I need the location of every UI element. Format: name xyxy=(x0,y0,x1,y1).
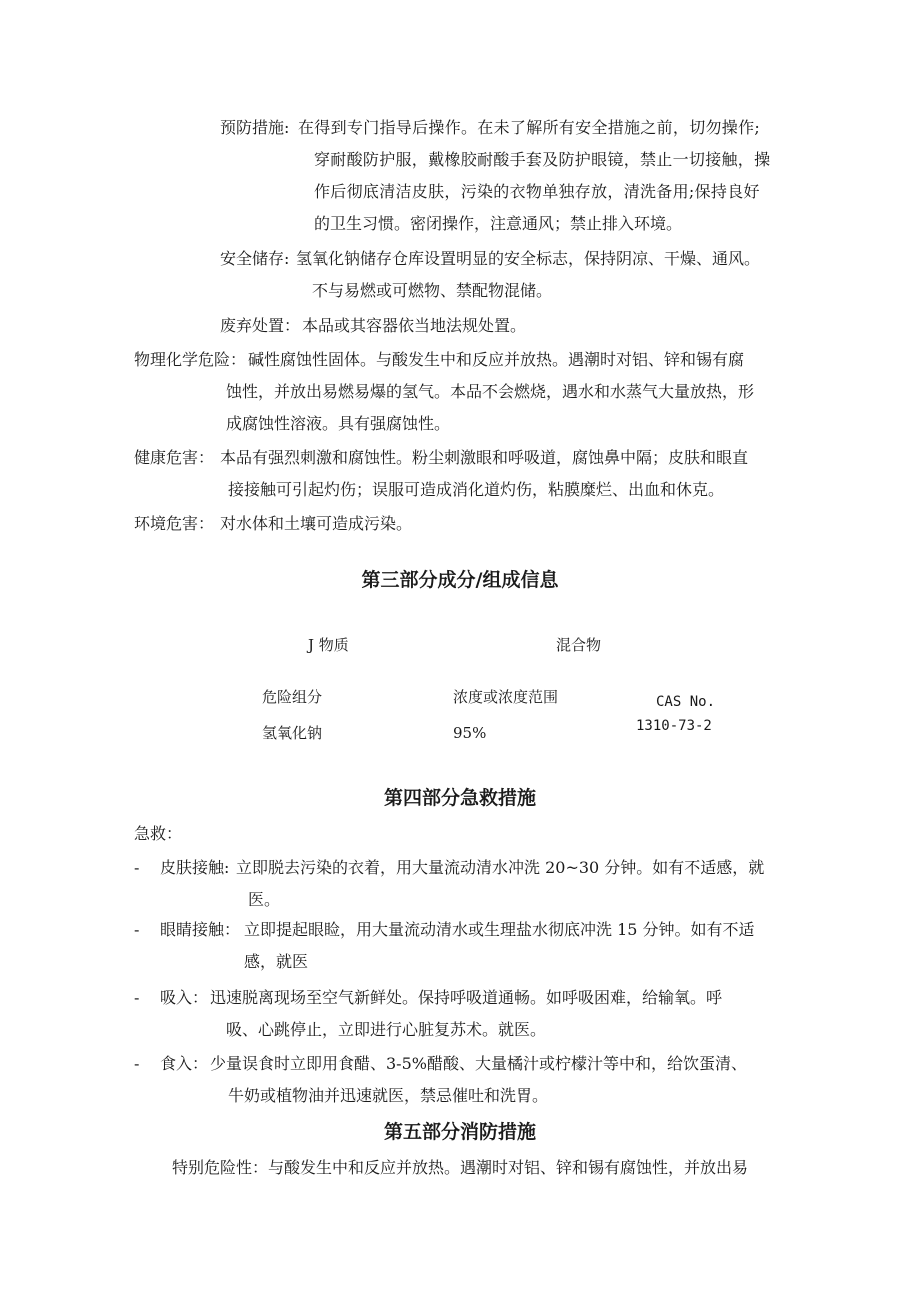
special-hazard-label: 特别危险性： xyxy=(172,1158,269,1177)
inhalation-line-2: 吸、心跳停止，立即进行心脏复苏术。就医。 xyxy=(226,1020,547,1039)
section4-title: 第四部分急救措施 xyxy=(383,787,536,809)
eye-text xyxy=(244,914,755,978)
physchem-line-1: 碱性腐蚀性固体。与酸发生中和反应并放热。遇潮时对铝、锌和锡有腐 xyxy=(248,350,745,369)
prevention-text xyxy=(298,112,783,240)
inhalation-label: 吸入： xyxy=(160,988,209,1007)
skin-label: 皮肤接触: xyxy=(160,858,230,877)
storage-line-1: 氢氧化钠储存仓库设置明显的安全标志，保持阴凉、干燥、通风。 xyxy=(296,249,761,268)
inhalation-text xyxy=(210,982,722,1046)
health-text xyxy=(220,442,748,506)
storage-text xyxy=(296,243,760,307)
prevention-label: 预防措施: xyxy=(220,118,290,137)
eye-line-2: 感，就医 xyxy=(244,952,309,971)
dash-skin: - xyxy=(134,858,140,877)
first-aid-intro: 急救： xyxy=(134,824,183,843)
physchem-text xyxy=(226,344,755,440)
ingestion-line-1: 少量误食时立即用食醋、3-5%醋酸、大量橘汁或柠檬汁等中和，给饮蛋清、 xyxy=(210,1054,747,1073)
skin-line-2: 医。 xyxy=(248,890,281,909)
eye-line-1: 立即提起眼睑，用大量流动清水或生理盐水彻底冲洗 15 分钟。如有不适 xyxy=(244,920,755,939)
environment-text: 对水体和土壤可造成污染。 xyxy=(220,514,413,533)
health-label: 健康危害： xyxy=(134,448,215,467)
health-line-1: 本品有强烈刺激和腐蚀性。粉尘刺激眼和呼吸道，腐蚀鼻中隔；皮肤和眼直 xyxy=(220,448,749,467)
ingestion-label: 食入： xyxy=(160,1054,209,1073)
header-cas: CAS No. xyxy=(656,694,716,710)
inhalation-line-1: 迅速脱离现场至空气新鲜处。保持呼吸道通畅。如呼吸困难，给输氧。呼 xyxy=(210,988,723,1007)
physchem-line-2: 蚀性，并放出易燃易爆的氢气。本品不会燃烧，遇水和水蒸气大量放热，形 xyxy=(226,382,755,401)
header-component: 危险组分 xyxy=(262,688,323,706)
health-line-2: 接接触可引起灼伤；误服可造成消化道灼伤，粘膜糜烂、出血和休克。 xyxy=(228,480,725,499)
component-cas: 1310-73-2 xyxy=(636,718,712,734)
disposal-text: 本品或其容器依当地法规处置。 xyxy=(302,316,527,335)
storage-label: 安全储存: xyxy=(220,249,290,268)
eye-label: 眼睛接触： xyxy=(160,920,241,939)
prevention-line-1: 在得到专门指导后操作。在未了解所有安全措施之前，切勿操作; xyxy=(298,118,761,137)
component-name: 氢氧化钠 xyxy=(262,724,323,742)
physchem-line-3: 成腐蚀性溶液。具有强腐蚀性。 xyxy=(226,414,451,433)
disposal-label: 废弃处置： xyxy=(220,316,301,335)
dash-eye: - xyxy=(134,920,140,939)
dash-ingestion: - xyxy=(134,1054,140,1073)
prevention-line-4: 的卫生习惯。密闭操作，注意通风；禁止排入环境。 xyxy=(314,214,683,233)
skin-line-1: 立即脱去污染的衣着，用大量流动清水冲洗 20~30 分钟。如有不适感，就 xyxy=(236,858,765,877)
substance-label: J 物质 xyxy=(308,636,349,654)
dash-inhalation: - xyxy=(134,988,140,1007)
section5-title: 第五部分消防措施 xyxy=(383,1121,536,1143)
storage-line-2: 不与易燃或可燃物、禁配物混储。 xyxy=(312,281,553,300)
header-concentration: 浓度或浓度范围 xyxy=(453,688,559,706)
section3-title: 第三部分成分/组成信息 xyxy=(361,569,559,591)
component-concentration: 95% xyxy=(453,724,487,742)
prevention-line-3: 作后彻底清洁皮肤，污染的衣物单独存放，清洗备用;保持良好 xyxy=(314,182,760,201)
prevention-line-2: 穿耐酸防护服，戴橡胶耐酸手套及防护眼镜，禁止一切接触，操 xyxy=(314,150,771,169)
physchem-label: 物理化学危险： xyxy=(134,350,247,369)
ingestion-text xyxy=(210,1048,747,1112)
special-hazard-text: 与酸发生中和反应并放热。遇潮时对铝、锌和锡有腐蚀性，并放出易 xyxy=(268,1158,749,1177)
ingestion-line-2: 牛奶或植物油并迅速就医，禁忌催吐和洗胃。 xyxy=(228,1086,549,1105)
environment-label: 环境危害： xyxy=(134,514,215,533)
skin-text xyxy=(236,852,764,916)
substance-value: 混合物 xyxy=(556,636,602,654)
